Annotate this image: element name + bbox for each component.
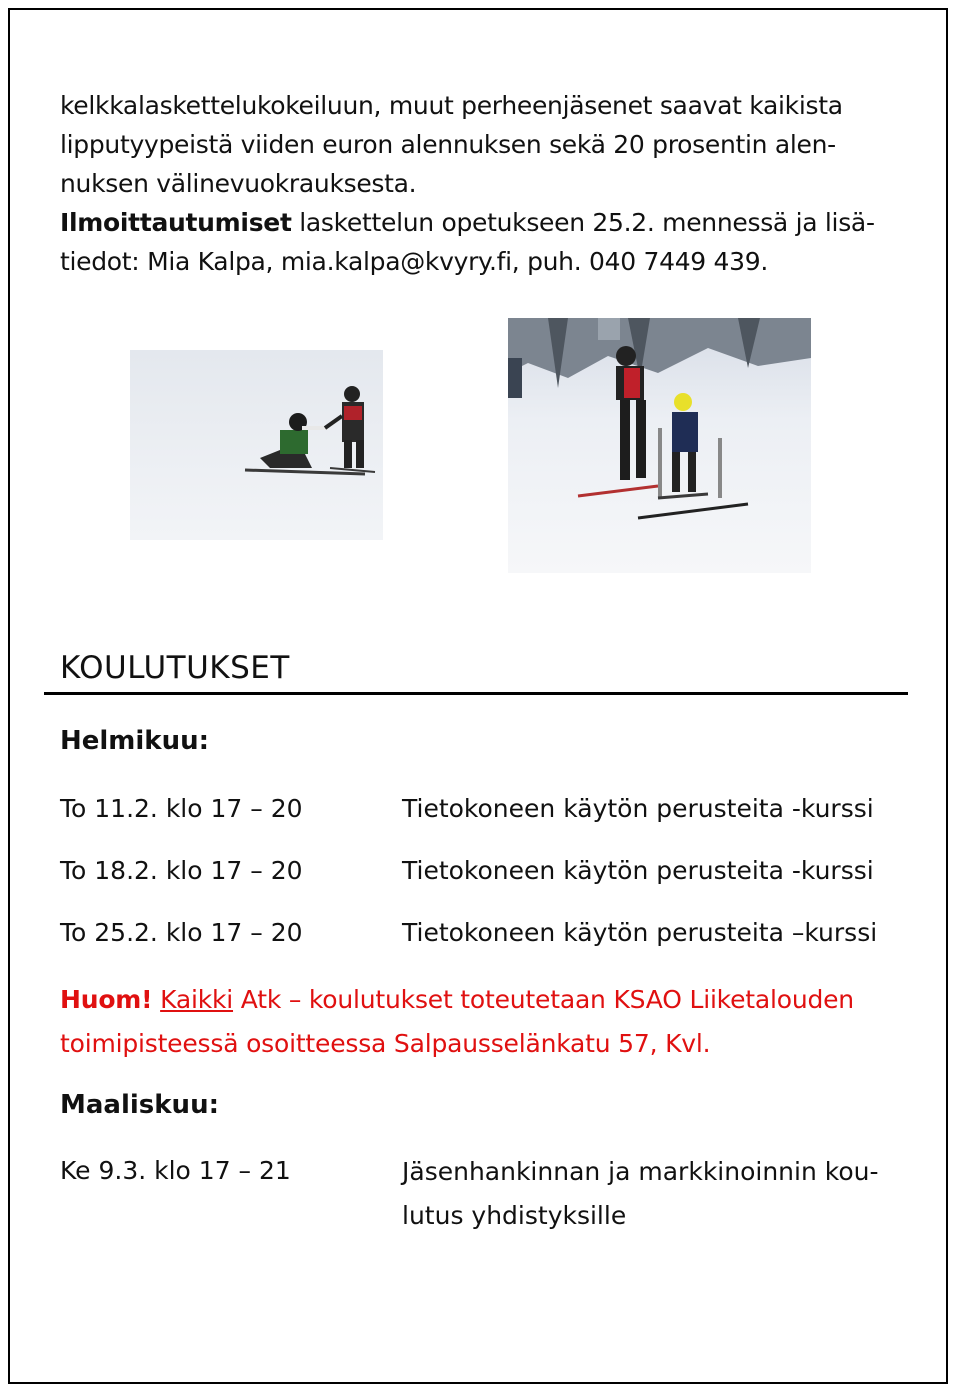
- intro-line-3: nuksen välinevuokrauksesta.: [60, 169, 417, 198]
- photo-ski-instruction: [508, 318, 811, 573]
- intro-line-2: lipputyypeistä viiden euron alennuksen sekä 20 prosentin alen-: [60, 130, 836, 159]
- note-huom-label: Huom!: [60, 985, 153, 1014]
- note-line-2: toimipisteessä osoitteessa Salpausselänkatu 57, Kvl.: [60, 1029, 711, 1058]
- note-line-1: [60, 978, 910, 1022]
- intro-line-5: tiedot: Mia Kalpa, mia.kalpa@kvyry.fi, puh. 040 7449 439.: [60, 247, 769, 276]
- intro-line-1: kelkkalaskettelukokeiluun, muut perheenjäsenet saavat kaikista: [60, 91, 843, 120]
- course-description: Tietokoneen käytön perusteita –kurssi: [402, 918, 878, 947]
- section-title: KOULUTUKSET: [60, 650, 290, 686]
- month-heading-march: Maaliskuu:: [60, 1090, 219, 1120]
- registration-label: Ilmoittautumiset: [60, 208, 292, 237]
- course-description: Tietokoneen käytön perusteita -kurssi: [402, 794, 874, 823]
- course-date: To 18.2. klo 17 – 20: [60, 856, 303, 885]
- note-kaikki-link: Kaikki: [160, 985, 234, 1014]
- note-line-1-rest: Atk – koulutukset toteutetaan KSAO Liiketalouden: [233, 985, 854, 1014]
- intro-line-4: [60, 203, 910, 242]
- photo-sit-ski: [130, 350, 383, 540]
- course-date: To 25.2. klo 17 – 20: [60, 918, 303, 947]
- course-date: To 11.2. klo 17 – 20: [60, 794, 303, 823]
- course-description-line-2: lutus yhdistyksille: [402, 1201, 627, 1230]
- month-heading-february: Helmikuu:: [60, 726, 210, 756]
- course-location-note: [60, 978, 910, 1066]
- course-date: Ke 9.3. klo 17 – 21: [60, 1156, 291, 1185]
- course-description: Tietokoneen käytön perusteita -kurssi: [402, 856, 874, 885]
- course-description: [402, 1150, 902, 1238]
- intro-line-4-rest: laskettelun opetukseen 25.2. mennessä ja lisä-: [291, 208, 875, 237]
- intro-text: [60, 86, 910, 281]
- section-divider: [44, 692, 908, 695]
- course-description-line-1: Jäsenhankinnan ja markkinoinnin kou-: [402, 1157, 879, 1186]
